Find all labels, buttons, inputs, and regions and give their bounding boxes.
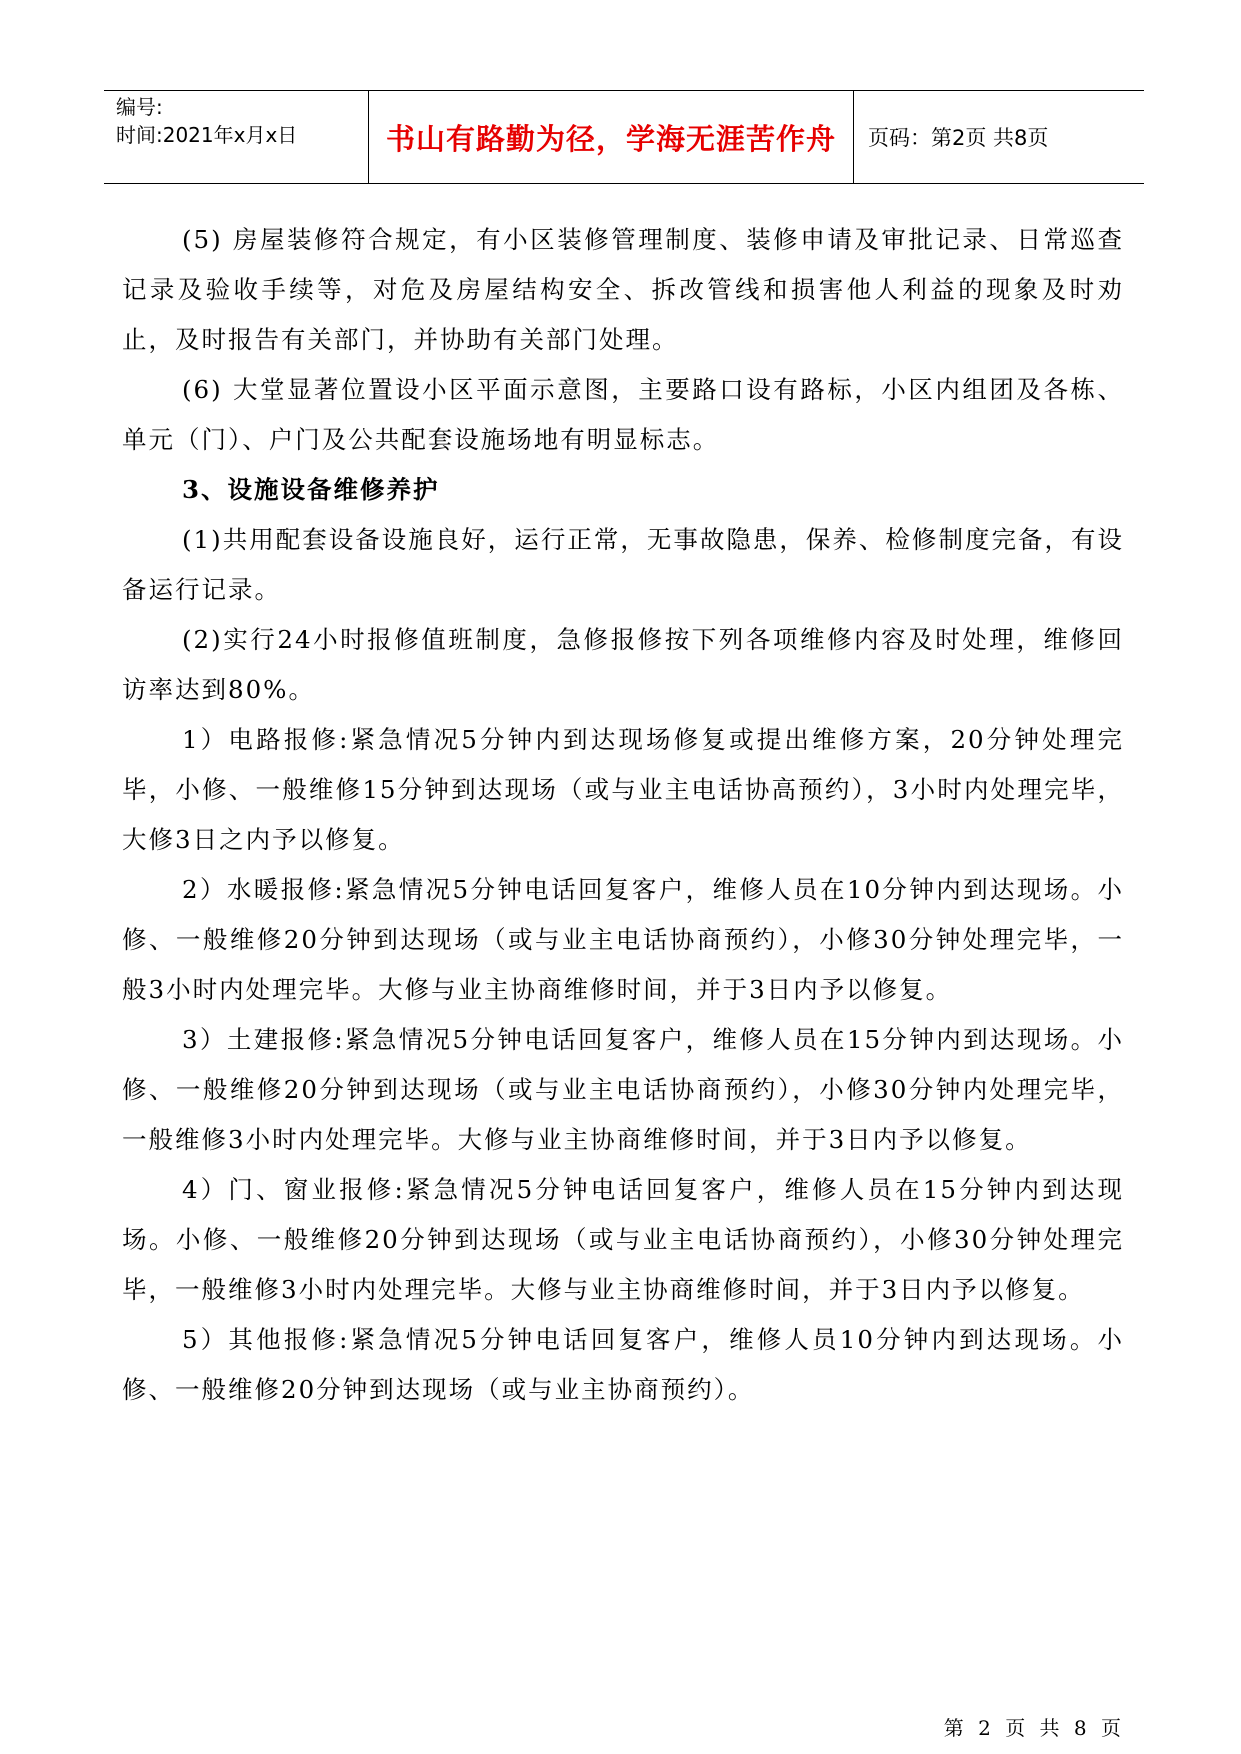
paragraph-door-window-repair: 4）门、窗业报修:紧急情况5分钟电话回复客户，维修人员在15分钟内到达现场。小修、一般维修20分钟到达现场（或与业主电话协商预约），小修30分钟处理完毕，一般维修3小时内处理完毕。大修与业主协商维修时间，并于3日内予以修复。 xyxy=(122,1175,1124,1304)
paragraph-decoration: (5) 房屋装修符合规定，有小区装修管理制度、装修申请及审批记录、日常巡查记录及验收手续等，对危及房屋结构安全、拆改管线和损害他人利益的现象及时劝止，及时报告有关部门，并协助有关部门处理。 xyxy=(122,225,1124,354)
paragraph-civil-repair: 3）土建报修:紧急情况5分钟电话回复客户，维修人员在15分钟内到达现场。小修、一般维修20分钟到达现场（或与业主电话协商预约），小修30分钟内处理完毕，一般维修3小时内处理完毕。大修与业主协商维修时间，并于3日内予以修复。 xyxy=(122,1025,1124,1154)
header-meta xyxy=(116,91,361,185)
paragraph-plumbing-repair: 2）水暖报修:紧急情况5分钟电话回复客户，维修人员在10分钟内到达现场。小修、一般维修20分钟到达现场（或与业主电话协商预约），小修30分钟处理完毕，一般3小时内处理完毕。大修与业主协商维修时间，并于3日内予以修复。 xyxy=(122,875,1124,1004)
paragraph-equipment: (1)共用配套设备设施良好，运行正常，无事故隐患，保养、检修制度完备，有设备运行记录。 xyxy=(122,525,1124,604)
page-header xyxy=(104,90,1144,184)
document-body xyxy=(122,215,1124,1415)
paragraph-duty-system: (2)实行24小时报修值班制度，急修报修按下列各项维修内容及时处理，维修回访率达到80%。 xyxy=(122,625,1124,704)
section-heading: 3、设施设备维修养护 xyxy=(182,475,440,504)
paragraph-electrical-repair: 1）电路报修:紧急情况5分钟内到达现场修复或提出维修方案，20分钟处理完毕，小修、一般维修15分钟到达现场（或与业主电话协高预约），3小时内处理完毕，大修3日之内予以修复。 xyxy=(122,725,1124,854)
document-time-label: 时间:2021年x月x日 xyxy=(116,123,298,147)
paragraph-other-repair: 5）其他报修:紧急情况5分钟电话回复客户，维修人员10分钟内到达现场。小修、一般维修20分钟到达现场（或与业主协商预约）。 xyxy=(122,1325,1124,1404)
header-page-label: 页码：第2页 共8页 xyxy=(868,126,1049,150)
document-number-label: 编号: xyxy=(116,95,163,119)
paragraph-signage: (6) 大堂显著位置设小区平面示意图，主要路口设有路标，小区内组团及各栋、单元（门）、户门及公共配套设施场地有明显标志。 xyxy=(122,375,1124,454)
header-motto: 书山有路勤为径，学海无涯苦作舟 xyxy=(368,91,854,183)
page-footer: 第 2 页 共 8 页 xyxy=(943,1716,1125,1740)
